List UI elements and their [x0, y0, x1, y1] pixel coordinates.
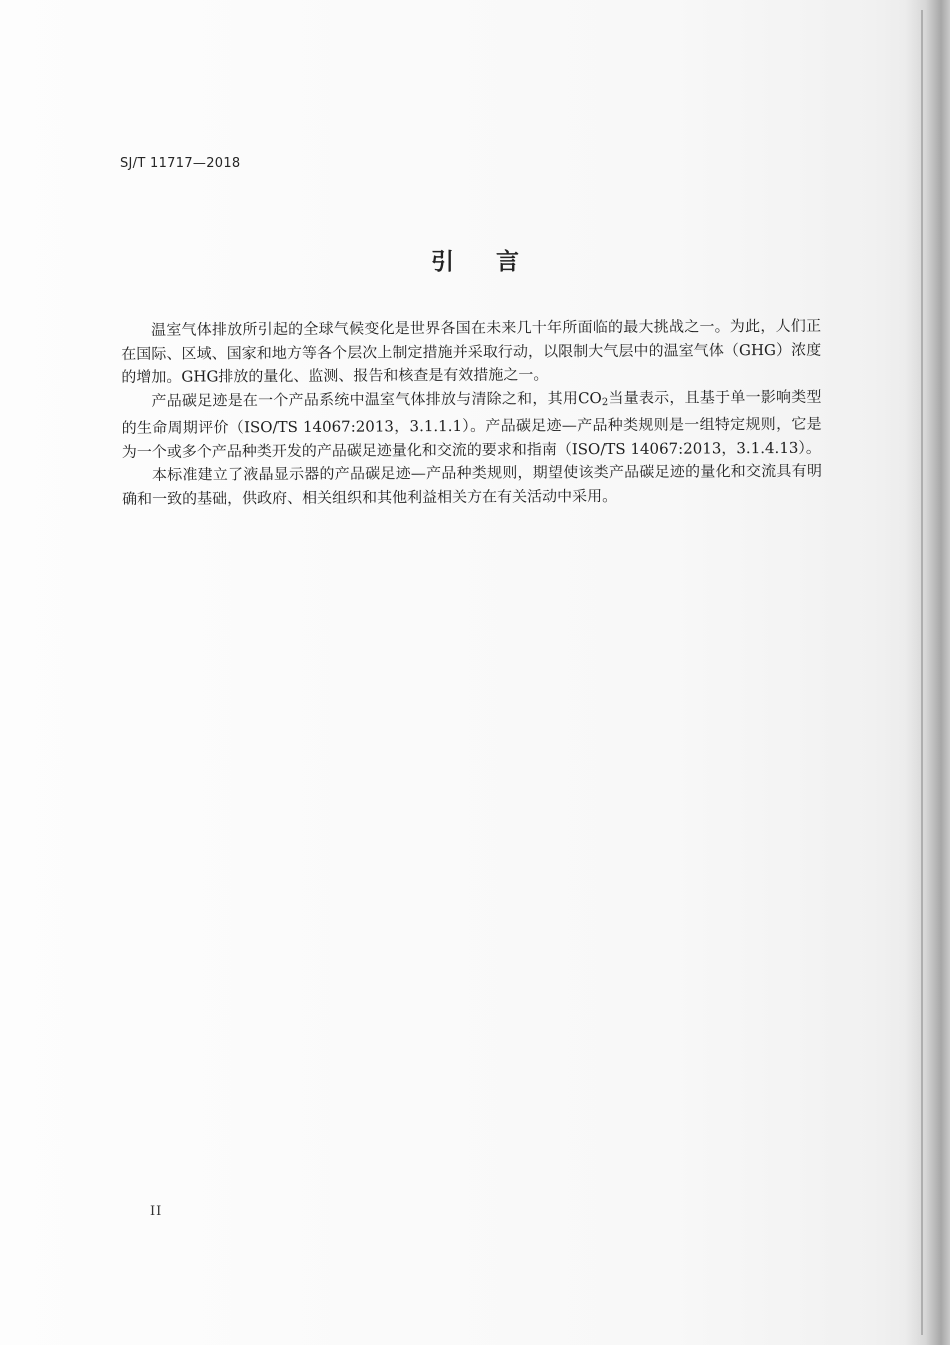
page-number: II — [150, 1204, 163, 1219]
paragraph-3: 本标准建立了液晶显示器的产品碳足迹—产品种类规则，期望使该类产品碳足迹的量化和交流具有明确和一致的基础，供政府、相关组织和其他利益相关方在有关活动中采用。 — [122, 461, 822, 508]
introduction-body — [121, 315, 822, 511]
co2-subscript: 2 — [601, 396, 609, 408]
standard-code: SJ/T 11717—2018 — [120, 156, 241, 171]
page-edge-line — [921, 10, 923, 1335]
title-char-2: 言 — [496, 249, 519, 275]
paragraph-1: 温室气体排放所引起的全球气候变化是世界各国在未来几十年所面临的最大挑战之一。为此，人们正在国际、区域、国家和地方等各个层次上制定措施并采取行动，以限制大气层中的温室气体（GHG）浓度的增加。GHG排放的量化、监测、报告和核查是有效措施之一。 — [121, 316, 822, 386]
page-title — [0, 243, 950, 276]
page-edge-shadow — [905, 0, 950, 1345]
paragraph-2 — [121, 385, 821, 464]
title-char-1: 引 — [431, 249, 454, 275]
paragraph-2-text-b: 当量表示，且基于单一影响类型的生命周期评价（ISO/TS 14067:2013，3.1.1.1）。产品碳足迹—产品种类规则是一组特定规则，它是为一个或多个产品种类开发的产品碳足迹量化和交流的要求和指南（ISO/TS 14067:2013，3.1.4.13）。 — [121, 387, 822, 461]
paragraph-2-text-a: 产品碳足迹是在一个产品系统中温室气体排放与清除之和，其用CO — [151, 388, 602, 410]
